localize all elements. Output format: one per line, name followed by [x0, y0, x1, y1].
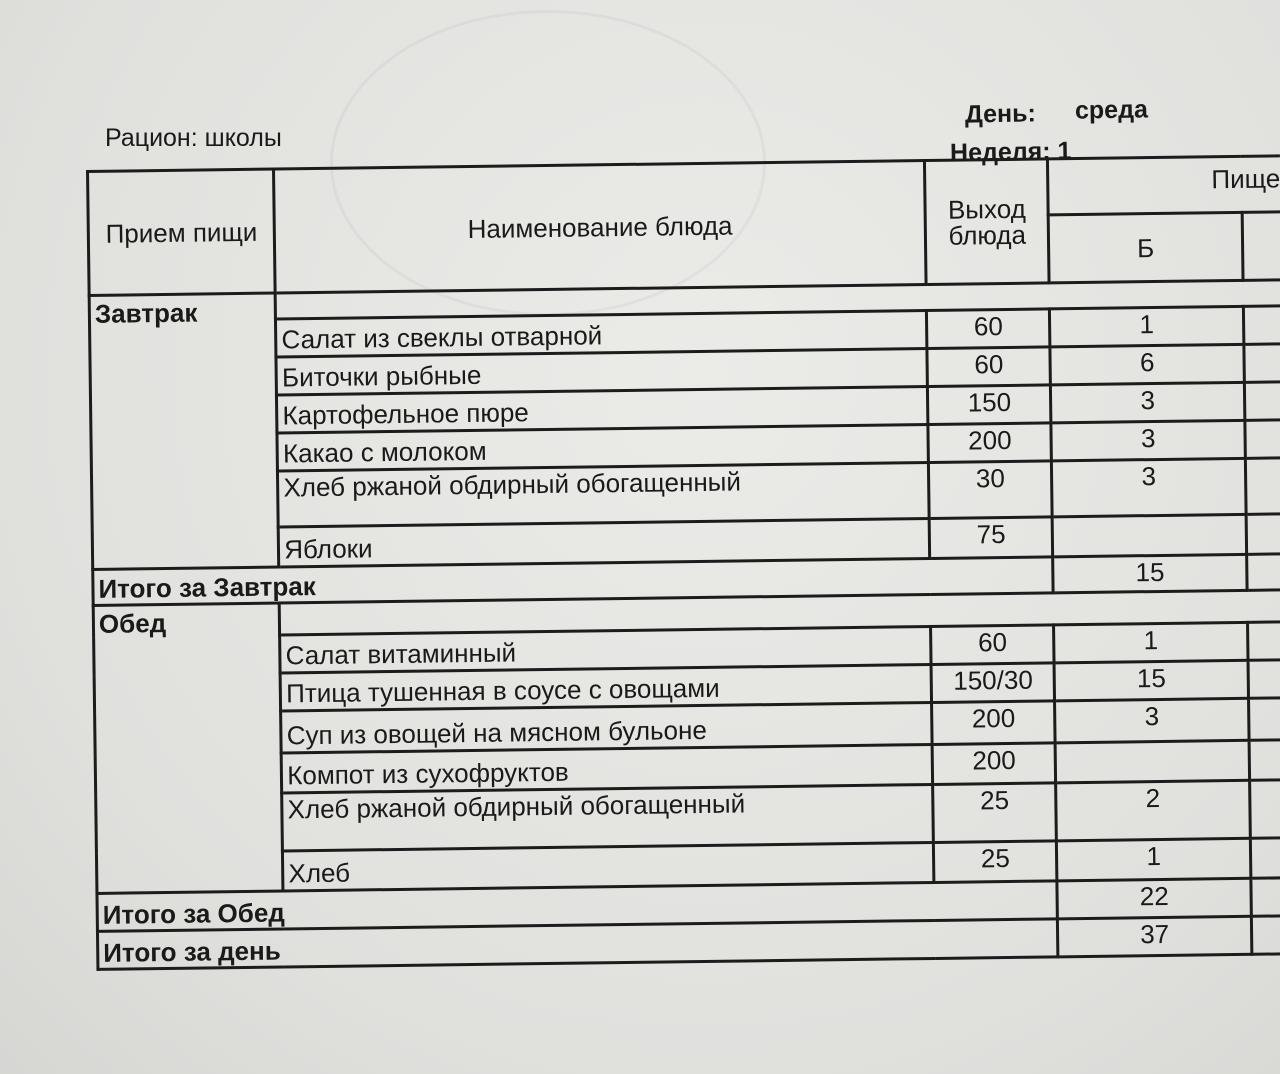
- dish-name: Хлеб ржаной обдирный обогащенный: [278, 462, 930, 527]
- breakfast-total-label: Итого за Завтрак: [93, 557, 1054, 606]
- dish-b: 3: [1055, 698, 1249, 743]
- dish-b: 3: [1052, 458, 1246, 517]
- dish-name: Биточки рыбные: [276, 349, 927, 396]
- yield-line-1: Выход: [947, 193, 1026, 225]
- col-header-next: [1242, 212, 1280, 280]
- dish-name: Какао с молоком: [277, 424, 928, 471]
- menu-table-wrapper: [86, 154, 1280, 971]
- lunch-total-label: Итого за Обед: [97, 881, 1058, 932]
- dish-b: 6: [1050, 344, 1244, 385]
- dish-name: Салат витаминный: [280, 626, 931, 673]
- dish-yield: 200: [928, 423, 1052, 463]
- day-total-b: 37: [1058, 916, 1252, 957]
- dish-name: Хлеб: [283, 842, 934, 891]
- col-header-meal: Прием пищи: [88, 169, 276, 295]
- dish-name: Птица тушенная в соусе с овощами: [280, 664, 931, 711]
- dish-b: 2: [1056, 780, 1250, 841]
- dish-yield: 60: [927, 309, 1051, 349]
- dish-b: [1052, 514, 1246, 557]
- dish-yield: 30: [929, 461, 1053, 519]
- dish-yield: 200: [932, 701, 1056, 745]
- col-header-dish: Наименование блюда: [274, 161, 927, 294]
- dish-yield: 150/30: [931, 663, 1055, 703]
- menu-table: [86, 154, 1280, 971]
- meal-breakfast: Завтрак: [89, 293, 279, 569]
- ration-label: Рацион: школы: [105, 124, 282, 152]
- col-header-yield: [925, 159, 1050, 285]
- dish-b: [1055, 740, 1249, 783]
- day-label: День:: [964, 99, 1037, 129]
- dish-name: Салат из свеклы отварной: [276, 311, 927, 358]
- dish-yield: 25: [933, 783, 1057, 843]
- dish-b: 1: [1054, 622, 1248, 663]
- meal-lunch: Обед: [93, 603, 283, 893]
- dish-b: 15: [1054, 660, 1248, 701]
- dish-name: Хлеб ржаной обдирный обогащенный: [282, 784, 934, 851]
- col-header-nutrients: Пище: [1048, 156, 1280, 215]
- dish-yield: 150: [928, 385, 1052, 425]
- dish-name: Компот из сухофруктов: [281, 744, 932, 793]
- breakfast-total-b: 15: [1053, 554, 1247, 593]
- dish-yield: 25: [934, 841, 1058, 883]
- dish-b: 1: [1050, 306, 1244, 347]
- dish-name: Суп из овощей на мясном бульоне: [281, 702, 932, 753]
- dish-name: Картофельное пюре: [277, 387, 928, 434]
- dish-b: 3: [1051, 382, 1245, 423]
- dish-name: Яблоки: [278, 518, 929, 567]
- day-value: среда: [1074, 95, 1149, 125]
- col-header-b: Б: [1048, 212, 1242, 283]
- dish-b: 3: [1051, 420, 1245, 461]
- week-label: Неделя: 1: [949, 136, 1072, 168]
- dish-b: 1: [1057, 838, 1251, 881]
- dish-yield: 75: [929, 517, 1053, 559]
- lunch-total-b: 22: [1057, 878, 1251, 919]
- dish-yield: 60: [927, 347, 1051, 387]
- yield-line-2: блюда: [948, 219, 1027, 251]
- day-total-label: Итого за день: [97, 919, 1058, 970]
- dish-yield: 60: [931, 625, 1055, 665]
- dish-yield: 200: [932, 743, 1056, 785]
